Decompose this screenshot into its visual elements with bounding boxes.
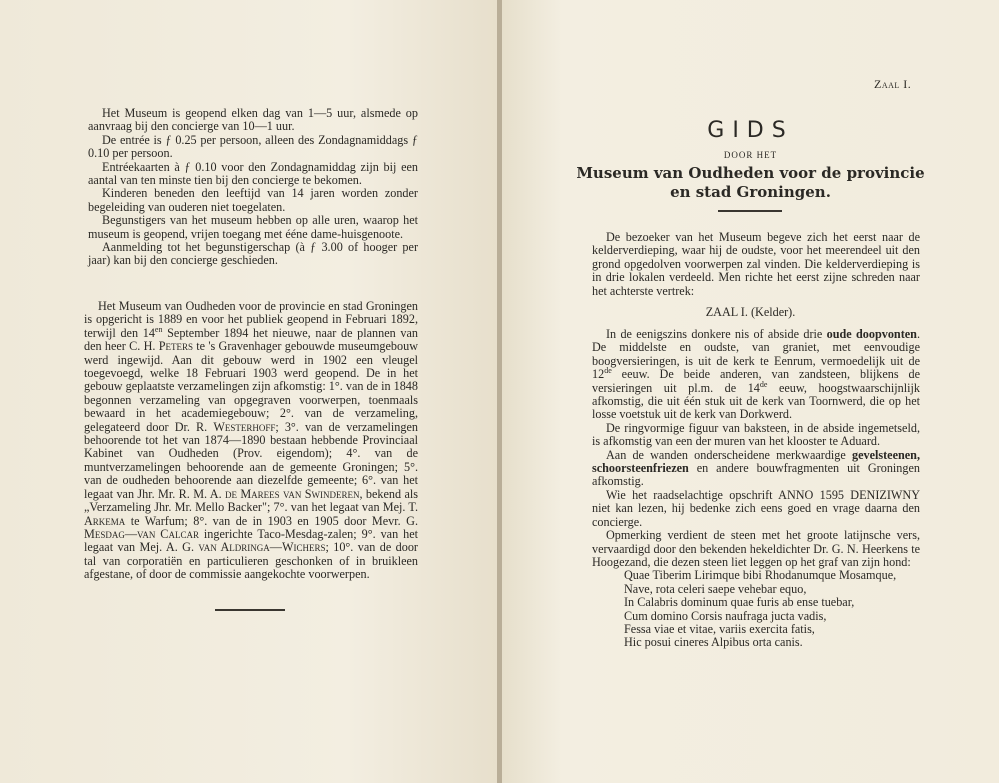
text-run: te Warfum; 8°. van de in 1903 en 1905 door Mevr. G. xyxy=(125,513,418,528)
person-name: Arkema xyxy=(84,513,126,528)
text-run: eeuw, hoogstwaarschijnlijk afkomstig, die uit één stuk uit de kerk van Toornwerd, die op het losse voetstuk uit de kerk van Dorkwerd. xyxy=(592,380,920,422)
text-run: te 's Gravenhager gebouwde museumgebouw werd ingewijd. Aan dit gebouw werd in 1902 een vleugel toegevoegd, welke 18 Februari 1903 werd geopend. De in het gebouw geplaatste verzamelingen zijn afkomstig: 1°. van de in 1848 begonnen verzameling van opgegraven voorwerpen, toenmaals bewaard in het academiegebouw; 2°. van de verzameling, gelegateerd door Dr. R. xyxy=(84,339,419,434)
poem-line: Cum domino Corsis naufraga jucta vadis, xyxy=(624,608,827,623)
paragraph-baptismal-fonts xyxy=(592,328,920,422)
text-run: September 1894 het nieuwe, naar de plannen van den heer C. H. xyxy=(84,325,418,354)
latin-poem xyxy=(592,569,920,649)
poem-line: In Calabris dominum quae furis ab ense tuebar, xyxy=(624,595,855,610)
title-connector: DOOR HET xyxy=(723,150,778,160)
paragraph-sponsorship: Aanmelding tot het begunstigerschap (à ƒ 3.00 of hooger per jaar) kan bij den concierge geschieden. xyxy=(88,240,418,268)
bold-term: oude doopvonten xyxy=(826,327,917,341)
text-run: eeuw. De beide anderen, van zandsteen, blijkens de versieringen uit pl.m. de 14 xyxy=(592,367,920,395)
bold-term: gevelsteenen, schoorsteenfriezen xyxy=(592,447,920,476)
paragraph-entry-cards: Entréekaarten à ƒ 0.10 voor den Zondagnamiddag zijn bij een aantal van ten minste tien bij den concierge te bekomen. xyxy=(88,159,418,188)
superscript: de xyxy=(604,366,612,376)
text-run: en andere bouwfragmenten uit Groningen afkomstig. xyxy=(592,461,920,489)
person-name: de Marees van Swinderen xyxy=(224,486,360,501)
guide-title: GIDS xyxy=(707,118,794,143)
zaal-1-text xyxy=(592,328,920,650)
poem-line: Quae Tiberim Lirimque bibi Rhodanumque Mosamque, xyxy=(624,568,897,583)
divider-rule xyxy=(215,609,285,611)
paragraph-history xyxy=(84,300,418,582)
museum-history xyxy=(84,300,418,582)
person-name: Westerhoff xyxy=(213,419,276,434)
person-name: Mesdag—van Calcar xyxy=(84,526,199,541)
poem-line: Hic posui cineres Alpibus orta canis. xyxy=(624,635,803,650)
subtitle-line-2: en stad Groningen. xyxy=(670,183,831,201)
paragraph-latin-verse: Opmerking verdient de steen met het groote latijnsche vers, vervaardigd door den bekenden hekeldichter Dr. G. N. Heerkens te Hoogezand, die dezen steen liet leggen op het graf van zijn hond: xyxy=(592,528,920,569)
person-name: van Aldringa—Wichers xyxy=(198,540,326,555)
intro-text xyxy=(592,231,920,298)
divider-rule xyxy=(718,210,782,212)
paragraph-gable-stones xyxy=(592,449,920,489)
paragraph-children: Kinderen beneden den leeftijd van 14 jaren worden zonder begeleiding van ouderen niet toegelaten. xyxy=(88,186,418,214)
right-page xyxy=(502,0,999,783)
paragraph-intro: De bezoeker van het Museum begeve zich het eerst naar de kelderverdieping, waar hij de oudste, voor het meerendeel uit den grond opgedolven voorwerpen zal vinden. Die kelderverdieping is in drie lokalen verdeeld. Men richte het eerst zijne schreden naar het achterste vertrek: xyxy=(592,230,920,298)
running-head: Zaal I. xyxy=(874,77,912,91)
text-run: Het Museum van Oudheden voor de provincie en stad Groningen is opgericht is 1889 en voor het publiek geopend in Februari 1892, terwijl den 14 xyxy=(84,299,418,340)
text-run: ; 3°. van de verzamelingen behoorende tot het van 1874—1890 bestaan hebbende Provinciaal Kabinet van Oudheden (Prov. eigendom); 4°. van de muntverzamelingen behoorende aan de gemeente Groningen; 5°. van de oudheden behoorende aan diezelfde gemeente; 6°. van het legaat van Jhr. Mr. R. M. A. xyxy=(84,419,418,501)
text-run: Aan de wanden onderscheidene merkwaardige xyxy=(606,447,852,462)
poem-line: Nave, rota celeri saepe vehebar equo, xyxy=(624,581,807,596)
person-name: Peters xyxy=(158,339,193,354)
guide-subtitle xyxy=(502,164,999,202)
subtitle-line-1: Museum van Oudheden voor de provincie xyxy=(576,164,925,182)
museum-hours-info xyxy=(88,107,418,268)
superscript: en xyxy=(154,324,163,334)
poem-line: Fessa viae et vitae, variis exercita fatis, xyxy=(624,621,815,636)
text-run: ingerichte Taco-Mesdag-zalen; 9°. van het legaat van Mej. A. G. xyxy=(84,526,419,555)
superscript: de xyxy=(759,379,768,389)
paragraph-sponsors: Begunstigers van het museum hebben op alle uren, waarop het museum is geopend, vrijen toegang met ééne dame-huisgenoote. xyxy=(88,213,418,241)
paragraph-entry-fee: De entrée is ƒ 0.25 per persoon, alleen des Zondagnamiddags ƒ 0.10 per persoon. xyxy=(88,132,418,161)
left-page xyxy=(0,0,497,783)
paragraph-opening-hours: Het Museum is geopend elken dag van 1—5 uur, alsmede op aanvraag bij den concierge van 10—1 uur. xyxy=(88,106,418,134)
text-run: , bekend als „Verzameling Jhr. Mr. Mello Backer"; 7°. van het legaat van Mej. T. xyxy=(84,486,418,515)
text-run: In de eenigszins donkere nis of abside drie xyxy=(606,327,827,341)
section-heading: ZAAL I. (Kelder). xyxy=(705,305,796,319)
text-run: . De middelste en oudste, van graniet, met eenvoudige boogversieringen, is uit de kerk te Eenrum, vermoedelijk uit de 12 xyxy=(592,327,920,382)
text-run: ; 10°. van de door tal van corporatiën en particulieren geschonken of in bruikleen afgestane, of door de commissie aangekochte voorwerpen. xyxy=(84,540,418,582)
paragraph-inscription: Wie het raadselachtige opschrift ANNO 1595 DENIZIWNY niet kan lezen, hij bedenke zich eens goed en vrage daarna den concierge. xyxy=(592,487,920,529)
paragraph-ring-figure: De ringvormige figuur van baksteen, in de abside ingemetseld, is afkomstig van een der muren van het klooster te Aduard. xyxy=(592,420,920,449)
